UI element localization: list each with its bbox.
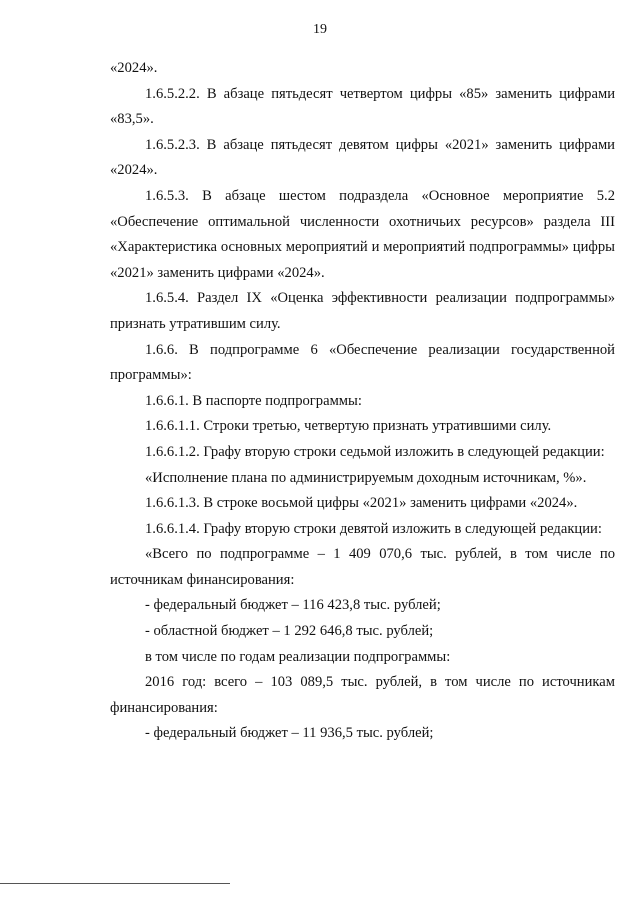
paragraph-regional-budget-total: - областной бюджет – 1 292 646,8 тыс. рублей; (145, 623, 434, 640)
paragraph-continuation: «2024». (110, 60, 158, 76)
paragraph-1-6-5-3: 1.6.5.3. В абзаце шестом подраздела «Основное мероприятие 5.2 «Обеспечение оптимальной численности охотничьих ресурсов» раздела III «Характеристика основных мероприятий и мероприятий подпрограммы» цифры «2021» заменить цифрами «2024». (110, 187, 615, 281)
paragraph-1-6-6-1-3: 1.6.6.1.3. В строке восьмой цифры «2021» заменить цифрами «2024». (145, 495, 578, 512)
document-body (110, 56, 615, 747)
paragraph-year-2016: 2016 год: всего – 103 089,5 тыс. рублей, в том числе по источникам финансирования: (110, 674, 615, 716)
footer-divider (0, 883, 230, 884)
paragraph-1-6-5-2-2: 1.6.5.2.2. В абзаце пятьдесят четвертом цифры «85» заменить цифрами «83,5». (110, 85, 615, 128)
paragraph-1-6-6-1-1: 1.6.6.1.1. Строки третью, четвертую признать утратившими силу. (145, 418, 552, 435)
paragraph-1-6-6-1: 1.6.6.1. В паспорте подпрограммы: (145, 392, 362, 409)
paragraph-quote-execution-plan: «Исполнение плана по администрируемым доходным источникам, %». (145, 469, 587, 486)
paragraph-federal-budget-total: - федеральный бюджет – 116 423,8 тыс. рублей; (145, 597, 441, 614)
paragraph-federal-budget-2016: - федеральный бюджет – 11 936,5 тыс. рублей; (145, 725, 434, 742)
paragraph-1-6-6-1-4: 1.6.6.1.4. Графу вторую строки девятой изложить в следующей редакции: (145, 520, 602, 537)
paragraph-1-6-6-1-2: 1.6.6.1.2. Графу вторую строки седьмой изложить в следующей редакции: (145, 443, 605, 460)
paragraph-1-6-5-4: 1.6.5.4. Раздел IX «Оценка эффективности реализации подпрограммы» признать утратившим силу. (110, 290, 615, 332)
paragraph-by-years: в том числе по годам реализации подпрограммы: (145, 648, 451, 665)
paragraph-1-6-6: 1.6.6. В подпрограмме 6 «Обеспечение реализации государственной программы»: (110, 341, 615, 384)
paragraph-total-financing: «Всего по подпрограмме – 1 409 070,6 тыс. рублей, в том числе по источникам финансирования: (110, 546, 615, 588)
page-number: 19 (313, 22, 327, 37)
paragraph-1-6-5-2-3: 1.6.5.2.3. В абзаце пятьдесят девятом цифры «2021» заменить цифрами «2024». (110, 136, 615, 179)
